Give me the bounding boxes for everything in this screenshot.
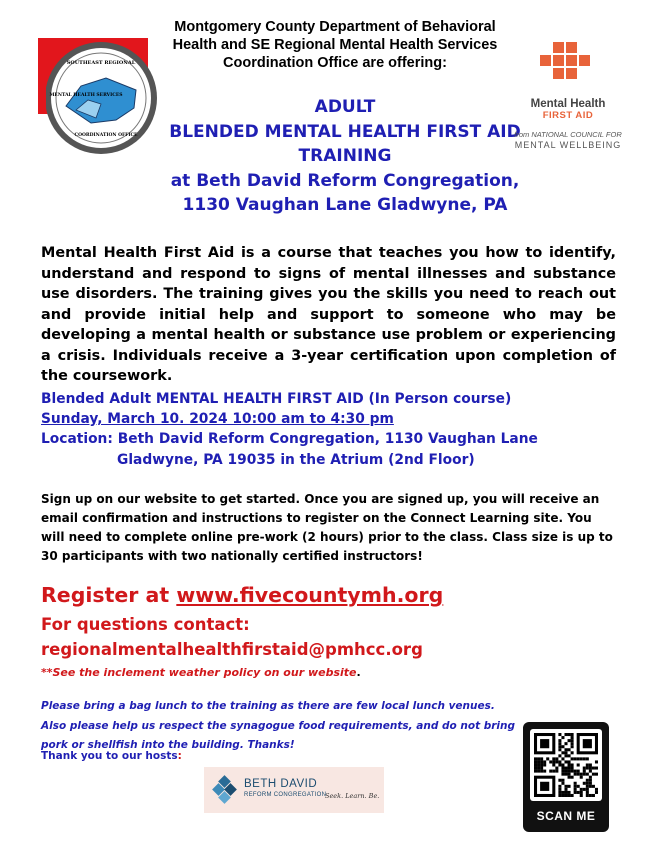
title-line-2: BLENDED MENTAL HEALTH FIRST AID (169, 121, 521, 142)
title-line-4: at Beth David Reform Congregation, (170, 170, 520, 191)
qr-code-icon (530, 729, 602, 801)
event-details (41, 389, 616, 470)
thanks-hosts (41, 750, 182, 762)
seal-badge (46, 38, 166, 158)
register-line (41, 583, 443, 607)
lunch-note: Please bring a bag lunch to the training as there are few local lunch venues. Also please help us respect the synagogue food requirements, and do not bring pork or shellfish into the building. Thanks! (41, 700, 516, 751)
event-location-line-2: Gladwyne, PA 19035 in the Atrium (2nd Floor) (117, 451, 475, 468)
training-title (150, 95, 540, 218)
regional-office-seal (38, 38, 148, 148)
questions-heading: For questions contact: (41, 615, 250, 634)
mhfa-logo-name: Mental Health (530, 98, 606, 110)
signup-instructions: Sign up on our website to get started. Once you are signed up, you will receive an email confirmation and instructions to register on the Connect Learning site. You will need to complete online pre-work (2 hours) prior to the class. Class size is up to 30 participants with two nationally certified instructors! (41, 492, 613, 563)
thanks-colon: : (177, 750, 182, 762)
weather-policy-note (41, 666, 361, 679)
seal-text-bottom: COORDINATION OFFICE (74, 133, 138, 138)
weather-policy-text: **See the inclement weather policy on our website (41, 666, 357, 679)
beth-david-subtitle: REFORM CONGREGATION (244, 792, 327, 798)
weather-policy-period: . (356, 666, 361, 679)
thanks-text: Thank you to our hosts (41, 750, 178, 762)
title-line-5: 1130 Vaughan Lane Gladwyne, PA (182, 195, 508, 215)
qr-code[interactable] (530, 729, 602, 801)
course-description: Mental Health First Aid is a course that teaches you how to identify, understand and respond to signs of mental illnesses and substance use disorders. The training gives you the skills you need to reach out and provide initial help and support to someone who may be developing a mental health or substance use problem or experiencing a crisis. Individuals receive a 3-year certification upon completion of the coursework. (41, 245, 616, 384)
mhfa-logo (498, 40, 638, 152)
event-location-label: Location: (41, 431, 113, 448)
qr-code-badge[interactable] (523, 722, 609, 832)
organization-header (150, 18, 520, 72)
seal-text-top: SOUTHEAST REGIONAL (66, 60, 136, 66)
org-line-3: Coordination Office are offering: (223, 55, 447, 71)
mhfa-logo-from: from NATIONAL COUNCIL FOR (514, 130, 622, 139)
register-link[interactable]: www.fivecountymh.org (176, 583, 444, 607)
title-line-3: TRAINING (298, 146, 392, 166)
mhfa-cross-icon (498, 40, 638, 96)
beth-david-name: BETH DAVID (244, 778, 318, 790)
event-location (41, 429, 616, 449)
title-line-1: ADULT (314, 97, 376, 117)
seal-text-mid: MENTAL HEALTH SERVICES (49, 93, 123, 98)
beth-david-logo (204, 767, 384, 813)
event-date: Sunday, March 10. 2024 10:00 am to 4:30 pm (41, 411, 394, 428)
mhfa-logo-subtitle: FIRST AID (542, 110, 594, 121)
register-prefix: Register at (41, 583, 177, 607)
beth-david-tagline: Seek. Learn. Be. (325, 792, 380, 800)
org-line-2: Health and SE Regional Mental Health Services (172, 37, 498, 53)
event-location-line-1: Beth David Reform Congregation, 1130 Vaughan Lane (117, 431, 538, 448)
beth-david-emblem-icon (208, 767, 244, 813)
contact-email-link[interactable]: regionalmentalhealthfirstaid@pmhcc.org (41, 640, 423, 659)
event-course: Blended Adult MENTAL HEALTH FIRST AID (In Person course) (41, 391, 512, 407)
scan-me-label: SCAN ME (536, 809, 596, 823)
org-line-1: Montgomery County Department of Behavioral (174, 19, 496, 35)
mhfa-logo-council: MENTAL WELLBEING (514, 140, 622, 150)
